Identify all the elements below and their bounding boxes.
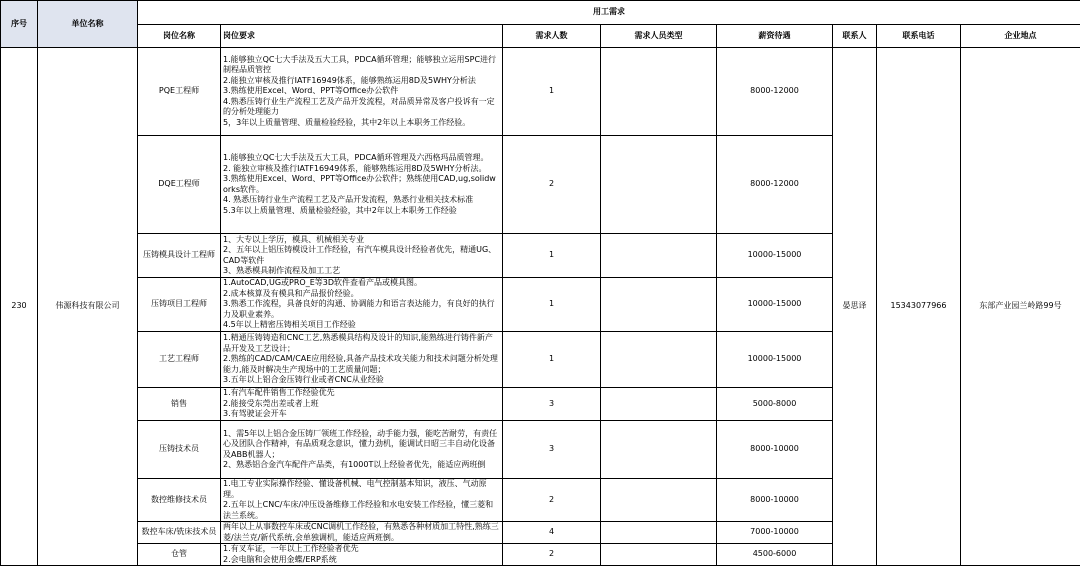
count-cell: 1 xyxy=(503,278,601,332)
type-cell xyxy=(601,234,717,278)
contact-phone: 15343077966 xyxy=(877,48,961,566)
salary-cell: 8000-10000 xyxy=(717,421,833,479)
header-salary: 薪资待遇 xyxy=(717,25,833,48)
position-cell: 压铸项目工程师 xyxy=(138,278,221,332)
type-cell xyxy=(601,388,717,421)
company-address: 东部产业园兰岭路99号 xyxy=(961,48,1080,566)
type-cell xyxy=(601,48,717,136)
contact-name: 晏思译 xyxy=(833,48,877,566)
company-name: 伟源科技有限公司 xyxy=(38,48,138,566)
position-cell: 压铸技术员 xyxy=(138,421,221,479)
requirements-cell: 1.AutoCAD,UG或PRO_E等3D软件查看产品或模具图。 2.成本核算及有模具和产品报价经验。 3.熟悉工作流程，具备良好的沟通、协调能力和语言表达能力，有良好的执行力及职业素养。 4.5年以上精密压铸相关项目工作经验 xyxy=(221,278,503,332)
header-seq: 序号 xyxy=(1,1,38,48)
header-count: 需求人数 xyxy=(503,25,601,48)
requirements-cell: 1.有汽车配件销售工作经验优先 2.能接受东莞出差或者上班 3.有驾驶证会开车 xyxy=(221,388,503,421)
header-phone: 联系电话 xyxy=(877,25,961,48)
table-row xyxy=(1,48,1080,136)
count-cell: 1 xyxy=(503,332,601,388)
count-cell: 2 xyxy=(503,544,601,566)
header-address: 企业地点 xyxy=(961,25,1080,48)
company-seq: 230 xyxy=(1,48,38,566)
count-cell: 1 xyxy=(503,48,601,136)
requirements-cell: 1、大专以上学历，模具、机械相关专业 2、五年以上铝压铸模设计工作经验，有汽车模具设计经验者优先，精通UG、CAD等软件 3、熟悉模具制作流程及加工工艺 xyxy=(221,234,503,278)
salary-cell: 10000-15000 xyxy=(717,278,833,332)
type-cell xyxy=(601,278,717,332)
salary-cell: 8000-12000 xyxy=(717,136,833,234)
position-cell: 数控车床/铣床技术员 xyxy=(138,522,221,544)
salary-cell: 10000-15000 xyxy=(717,234,833,278)
header-contact: 联系人 xyxy=(833,25,877,48)
position-cell: 仓管 xyxy=(138,544,221,566)
salary-cell: 4500-6000 xyxy=(717,544,833,566)
position-cell: PQE工程师 xyxy=(138,48,221,136)
header-position: 岗位名称 xyxy=(138,25,221,48)
count-cell: 2 xyxy=(503,136,601,234)
header-requirements: 岗位要求 xyxy=(221,25,503,48)
header-company: 单位名称 xyxy=(38,1,138,48)
position-cell: 工艺工程师 xyxy=(138,332,221,388)
type-cell xyxy=(601,479,717,522)
count-cell: 2 xyxy=(503,479,601,522)
salary-cell: 5000-8000 xyxy=(717,388,833,421)
type-cell xyxy=(601,136,717,234)
position-cell: 数控维修技术员 xyxy=(138,479,221,522)
requirements-cell: 1.精通压铸铸造和CNC工艺,熟悉模具结构及设计的知识,能熟练进行铸件新产品开发及工艺设计； 2.熟练的CAD/CAM/CAE应用经验,具备产品技术攻关能力和技术问题分析处理能力,能及时解决生产现场中的工艺质量问题； 3.五年以上铝合金压铸行业或者CNC从业经验 xyxy=(221,332,503,388)
requirements-cell: 两年以上从事数控车床或CNC调机工作经验，有熟悉各种材质加工特性,熟练三菱/法兰克/新代系统,会单独调机，能适应两班倒。 xyxy=(221,522,503,544)
position-cell: 压铸模具设计工程师 xyxy=(138,234,221,278)
header-row-sub xyxy=(1,25,1080,48)
type-cell xyxy=(601,522,717,544)
count-cell: 1 xyxy=(503,234,601,278)
salary-cell: 10000-15000 xyxy=(717,332,833,388)
type-cell xyxy=(601,421,717,479)
count-cell: 3 xyxy=(503,388,601,421)
type-cell xyxy=(601,544,717,566)
requirements-cell: 1.能够独立QC七大手法及五大工具，PDCA循环管理及六西格玛品质管理。 2. 能独立审核及推行IATF16949体系，能够熟练运用8D及5WHY分析法。 3.熟练使用Excel、Word、PPT等Office办公软件；熟练使用CAD,ug,solidworks软件。 4. 熟悉压铸行业生产流程工艺及产品开发流程，熟悉行业相关技术标准 5.3年以上质量管理、质量检验经验，其中2年以上本职务工作经验 xyxy=(221,136,503,234)
salary-cell: 8000-10000 xyxy=(717,479,833,522)
position-cell: DQE工程师 xyxy=(138,136,221,234)
header-row-top xyxy=(1,1,1080,25)
requirements-cell: 1.有叉车证，一年以上工作经验者优先 2.会电脑和会使用金蝶/ERP系统 xyxy=(221,544,503,566)
count-cell: 3 xyxy=(503,421,601,479)
position-cell: 销售 xyxy=(138,388,221,421)
salary-cell: 8000-12000 xyxy=(717,48,833,136)
type-cell xyxy=(601,332,717,388)
requirements-cell: 1.电工专业实际操作经验、懂设备机械、电气控制基本知识，液压、气动原理。 2.五年以上CNC/车床/冲压设备维修工作经验和水电安装工作经验，懂三菱和法兰系统。 xyxy=(221,479,503,522)
requirements-cell: 1.能够独立QC七大手法及五大工具，PDCA循环管理；能够独立运用SPC进行制程品质管控 2.能独立审核及推行IATF16949体系，能够熟练运用8D及5WHY分析法 3.熟练使用Excel、Word、PPT等Office办公软件 4.熟悉压铸行业生产流程工艺及产品开发流程，对品质异常及客户投诉有一定的分析处理能力 5，3年以上质量管理、质量检验经验，其中2年以上本职务工作经验。 xyxy=(221,48,503,136)
header-type: 需求人员类型 xyxy=(601,25,717,48)
requirements-cell: 1、需5年以上铝合金压铸厂领班工作经验，动手能力强，能吃苦耐劳，有责任心及团队合作精神，有品质观念意识，懂力劲机，能调试日昭三丰自动化设备及ABB机器人； 2、熟悉铝合金汽车配件产品类，有1000T以上经验者优先，能适应两班倒 xyxy=(221,421,503,479)
count-cell: 4 xyxy=(503,522,601,544)
salary-cell: 7000-10000 xyxy=(717,522,833,544)
header-group: 用工需求 xyxy=(138,1,1080,25)
